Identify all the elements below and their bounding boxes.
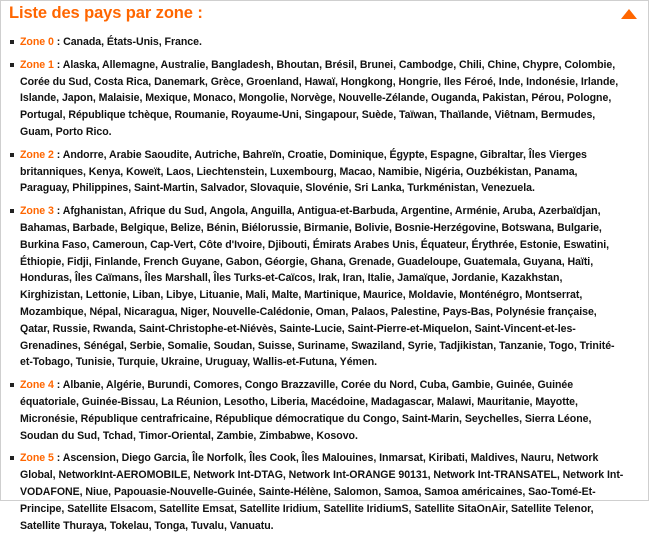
zone-separator: : bbox=[53, 379, 63, 392]
zone-name: Zone 2 bbox=[20, 148, 54, 161]
page-title: Liste des pays par zone : bbox=[9, 4, 203, 22]
zone-separator: : bbox=[53, 36, 64, 48]
bullet-icon bbox=[10, 209, 14, 213]
triangle-up-icon[interactable] bbox=[621, 9, 637, 19]
zone-separator: : bbox=[53, 58, 63, 71]
bullet-icon bbox=[10, 63, 14, 67]
bullet-icon bbox=[10, 153, 14, 157]
zone-separator: : bbox=[53, 148, 63, 161]
zone-separator: : bbox=[53, 205, 63, 218]
zone-item-4 bbox=[1, 377, 648, 444]
bullet-icon bbox=[10, 383, 14, 387]
zone-countries: Canada, États-Unis, France. bbox=[63, 36, 202, 48]
panel-header[interactable] bbox=[9, 3, 640, 27]
zone-separator: : bbox=[53, 452, 63, 465]
zone-name: Zone 5 bbox=[20, 452, 54, 465]
bullet-icon bbox=[10, 456, 14, 460]
zone-countries: Albanie, Algérie, Burundi, Comores, Congo Brazzaville, Corée du Nord, Cuba, Gambie, Guinée, Guinée équatoriale, Guinée-Bissau, La Réunion, Lesotho, Liberia, Macédoine, Madagascar, Malawi, Mauritanie, Mayotte, Micronésie, République centrafricaine, République démocratique du Congo, Saint-Marin, Seychelles, Sierra Léone, Soudan du Sud, Tchad, Timor-Oriental, Zambie, Zimbabwe, Kosovo. bbox=[20, 379, 592, 442]
zone-name: Zone 1 bbox=[20, 58, 54, 71]
zone-countries: Ascension, Diego Garcia, Île Norfolk, Îles Cook, Îles Malouines, Inmarsat, Kiribati, Maldives, Nauru, Network Global, NetworkInt-AEROMOBILE, Network Int-DTAG, Network Int-ORANGE 90131, Network Int-TRANSATEL, Network Int-VODAFONE, Niue, Papouasie-Nouvelle-Guinée, Sainte-Hélène, Salomon, Samoa, Samoa américaines, Sao-Tomé-Et-Principe, Satellite Elsacom, Satellite Emsat, Satellite Iridium, Satellite IridiumS, Satellite SitaOnAir, Satellite Telenor, Satellite Thuraya, Tokelau, Tonga, Tuvalu, Vanuatu. bbox=[20, 452, 624, 532]
zone-item-3 bbox=[1, 203, 648, 371]
bullet-icon bbox=[10, 40, 14, 44]
zone-name: Zone 0 bbox=[20, 36, 54, 48]
zone-item-1 bbox=[1, 57, 648, 141]
zone-list bbox=[1, 34, 648, 540]
zone-name: Zone 4 bbox=[20, 379, 54, 392]
zone-item-0 bbox=[1, 34, 648, 51]
zone-countries: Alaska, Allemagne, Australie, Bangladesh, Bhoutan, Brésil, Brunei, Cambodge, Chili, Chine, Chypre, Colombie, Corée du Sud, Costa Rica, Danemark, Grèce, Groenland, Hawaï, Hongkong, Hongrie, Iles Féroé, Inde, Indonésie, Irlande, Islande, Japon, Malaisie, Mexique, Monaco, Mongolie, Norvège, Nouvelle-Zélande, Ouganda, Pakistan, Pérou, Pologne, Portugal, République tchèque, Roumanie, Royaume-Uni, Singapour, Suède, Taïwan, Thaïlande, Viêtnam, Bermudes, Guam, Porto Rico. bbox=[20, 58, 619, 138]
zone-item-2 bbox=[1, 147, 648, 197]
zone-name: Zone 3 bbox=[20, 205, 54, 218]
zone-countries: Afghanistan, Afrique du Sud, Angola, Anguilla, Antigua-et-Barbuda, Argentine, Arménie, Aruba, Azerbaïdjan, Bahamas, Barbade, Belgique, Belize, Bénin, Biélorussie, Birmanie, Bolivie, Bosnie-Herzégovine, Botswana, Bulgarie, Burkina Faso, Cameroun, Cap-Vert, Côte d'Ivoire, Djibouti, Émirats Arabes Unis, Équateur, Érythrée, Estonie, Eswatini, Éthiopie, Fidji, Finlande, French Guyane, Gabon, Géorgie, Ghana, Grenade, Guadeloupe, Guatemala, Guyana, Haïti, Honduras, Îles Caïmans, Îles Marshall, Îles Turks-et-Caïcos, Irak, Iran, Italie, Jamaïque, Jordanie, Kazakhstan, Kirghizistan, Lettonie, Liban, Libye, Lituanie, Mali, Malte, Martinique, Maurice, Moldavie, Monténégro, Montserrat, Mozambique, Népal, Nicaragua, Niger, Nouvelle-Calédonie, Oman, Palaos, Palestine, Pays-Bas, Polynésie française, Qatar, Russie, Rwanda, Saint-Christophe-et-Niévès, Sainte-Lucie, Saint-Pierre-et-Miquelon, Saint-Vincent-et-les-Grenadines, Sénégal, Serbie, Somalie, Soudan, Suisse, Suriname, Swaziland, Syrie, Tadjikistan, Tanzanie, Togo, Trinité-et-Tobago, Tunisie, Turquie, Ukraine, Uruguay, Wallis-et-Futuna, Yémen. bbox=[20, 205, 615, 369]
zone-item-5 bbox=[1, 450, 648, 534]
zone-countries: Andorre, Arabie Saoudite, Autriche, Bahreïn, Croatie, Dominique, Égypte, Espagne, Gibraltar, Îles Vierges britanniques, Kenya, Koweït, Laos, Liechtenstein, Luxembourg, Macao, Namibie, Nigéria, Ouzbékistan, Panama, Paraguay, Philippines, Saint-Martin, Salvador, Slovaquie, Slovénie, Sri Lanka, Turkménistan, Venezuela. bbox=[20, 148, 587, 195]
